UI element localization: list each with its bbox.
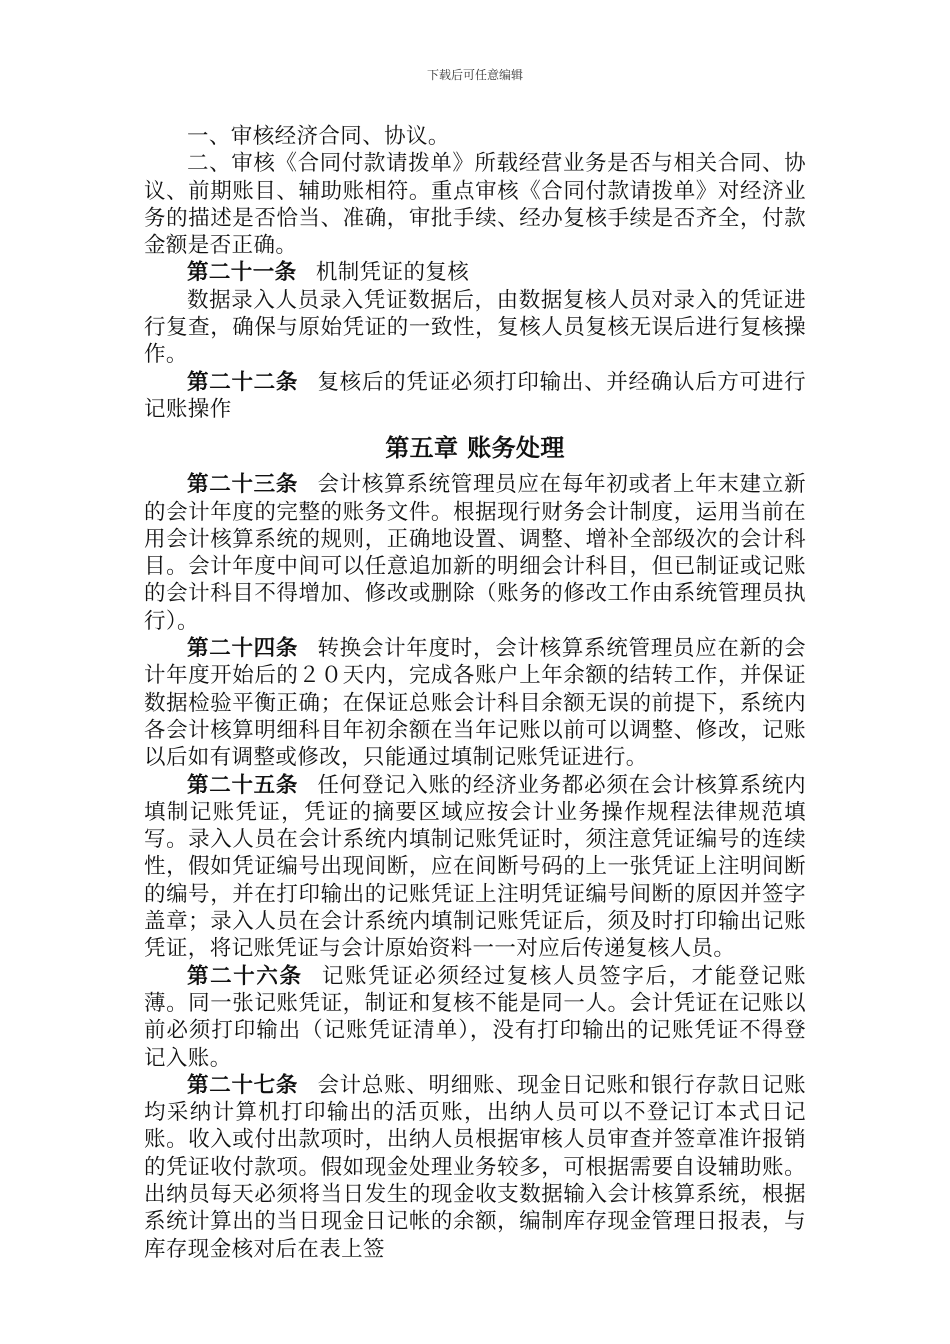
article xyxy=(144,1072,806,1263)
article-text: 会计总账、明细账、现金日记账和银行存款日记账均采纳计算机打印输出的活页账，出纳人员可以不登记订本式日记账。收入或付出款项时，出纳人员根据审核人员审查并签章准许报销的凭证收付款项。假如现金处理业务较多，可根据需要自设辅助账。出纳员每天必须将当日发生的现金收支数据输入会计核算系统，根据系统计算出的当日现金日记帐的余额，编制库存现金管理日报表，与库存现金核对后在表上签 xyxy=(144,1072,806,1262)
article-number: 第二十六条 xyxy=(187,963,303,989)
paragraph xyxy=(144,287,806,369)
paragraph xyxy=(144,123,806,150)
article-number: 第二十三条 xyxy=(187,472,299,498)
article xyxy=(144,635,806,771)
paragraph-text: 二、审核《合同付款请拨单》所载经营业务是否与相关合同、协议、前期账目、辅助账相符。重点审核《合同付款请拨单》对经济业务的描述是否恰当、准确，审批手续、经办复核手续是否齐全，付款金额是否正确。 xyxy=(144,151,806,259)
chapter-title: 第五章 账务处理 xyxy=(385,434,565,463)
article-number: 第二十二条 xyxy=(187,369,299,395)
paragraph xyxy=(144,150,806,259)
page-header: 下载后可任意编辑 xyxy=(426,68,523,82)
article-text: 复核后的凭证必须打印输出、并经确认后方可进行记账操作 xyxy=(144,369,806,422)
paragraph-text: 数据录入人员录入凭证数据后，由数据复核人员对录入的凭证进行复查，确保与原始凭证的一致性，复核人员复核无误后进行复核操作。 xyxy=(144,287,806,368)
article xyxy=(144,772,806,963)
article xyxy=(144,369,806,424)
article-number: 第二十一条 xyxy=(187,260,297,286)
article-text: 转换会计年度时，会计核算系统管理员应在新的会计年度开始后的２０天内，完成各账户上年余额的结转工作，并保证数据检验平衡正确；在保证总账会计科目余额无误的前提下，系统内各会计核算明细科目年初余额在当年记账以前可以调整、修改，记账以后如有调整或修改，只能通过填制记账凭证进行。 xyxy=(144,636,806,771)
article-title: 机制凭证的复核 xyxy=(315,260,470,286)
paragraph-text: 一、审核经济合同、协议。 xyxy=(187,124,450,149)
document-body xyxy=(144,123,806,1263)
article-text: 任何登记入账的经济业务都必须在会计核算系统内填制记账凭证，凭证的摘要区域应按会计业务操作规程法律规范填写。录入人员在会计系统内填制记账凭证时，须注意凭证编号的连续性，假如凭证编号出现间断，应在间断号码的上一张凭证上注明间断的编号，并在打印输出的记账凭证上注明凭证编号间断的原因并签字盖章；录入人员在会计系统内填制记账凭证后，须及时打印输出记账凭证，将记账凭证与会计原始资料一一对应后传递复核人员。 xyxy=(144,772,806,962)
article-text: 会计核算系统管理员应在每年初或者上年末建立新的会计年度的完整的账务文件。根据现行财务会计制度，运用当前在用会计核算系统的规则，正确地设置、调整、增补全部级次的会计科目。会计年度中间可以任意追加新的明细会计科目，但已制证或记账的会计科目不得增加、修改或删除（账务的修改工作由系统管理员执行）。 xyxy=(144,472,806,634)
article xyxy=(144,963,806,1072)
article xyxy=(144,471,806,635)
article-number: 第二十四条 xyxy=(187,636,299,662)
article-number: 第二十五条 xyxy=(187,772,299,798)
article-text: 记账凭证必须经过复核人员签字后，才能登记账薄。同一张记账凭证，制证和复核不能是同一人。会计凭证在记账以前必须打印输出（记账凭证清单），没有打印输出的记账凭证不得登记入账。 xyxy=(144,963,806,1071)
article-number: 第二十七条 xyxy=(187,1072,299,1098)
article-heading xyxy=(144,259,806,286)
